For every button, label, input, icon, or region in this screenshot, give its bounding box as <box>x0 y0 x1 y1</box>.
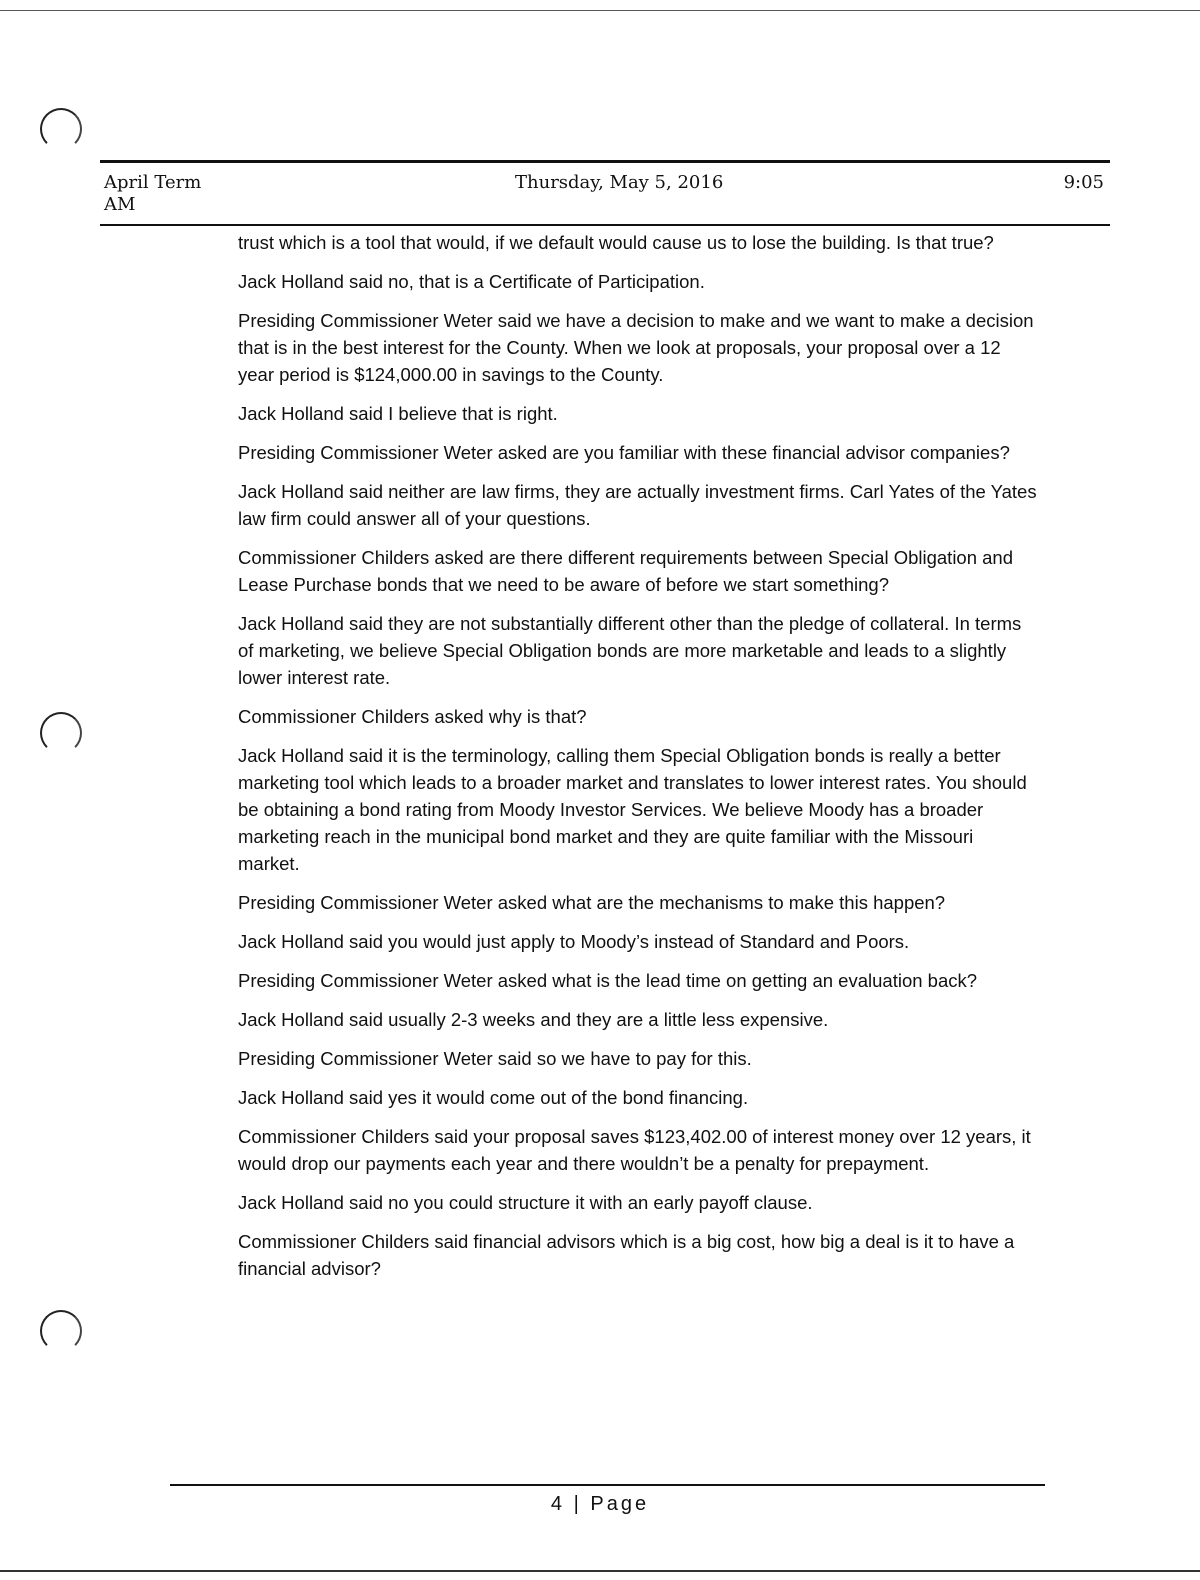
paragraph: Jack Holland said neither are law firms, they are actually investment firms. Carl Yates of the Yates law firm could answer all of your questions. <box>238 481 1037 529</box>
paragraph: Jack Holland said you would just apply to Moody’s instead of Standard and Poors. <box>238 931 910 952</box>
paragraph: Commissioner Childers said financial advisors which is a big cost, how big a deal is it to have a financial advisor? <box>238 1231 1015 1279</box>
paragraph: Presiding Commissioner Weter asked are you familiar with these financial advisor companies? <box>238 442 1010 463</box>
paragraph: Jack Holland said I believe that is right. <box>238 403 558 424</box>
footer-rule <box>170 1484 1045 1486</box>
paragraph: Jack Holland said no you could structure it with an early payoff clause. <box>238 1192 813 1213</box>
paragraph: Jack Holland said they are not substantially different other than the pledge of collateral. In terms of marketing, we believe Special Obligation bonds are more marketable and leads to a slightly lower interest rate. <box>238 613 1022 688</box>
scan-top-edge <box>0 10 1200 11</box>
header-term: April Term <box>104 172 202 193</box>
paragraph: Commissioner Childers said your proposal saves $123,402.00 of interest money over 12 years, it would drop our payments each year and there wouldn’t be a penalty for prepayment. <box>238 1126 1031 1174</box>
header-date: Thursday, May 5, 2016 <box>515 172 724 193</box>
paragraph: Jack Holland said no, that is a Certificate of Participation. <box>238 271 705 292</box>
page-number: 4 | Page <box>550 1493 650 1515</box>
punch-hole-bottom <box>40 1310 82 1352</box>
header-bottom-rule <box>100 224 1110 226</box>
paragraph: Jack Holland said usually 2-3 weeks and they are a little less expensive. <box>238 1009 829 1030</box>
paragraph: Jack Holland said yes it would come out of the bond financing. <box>238 1087 749 1108</box>
paragraph: Commissioner Childers asked why is that? <box>238 706 587 727</box>
paragraph: trust which is a tool that would, if we default would cause us to lose the building. Is that true? <box>238 232 994 253</box>
scan-bottom-edge <box>0 1570 1200 1572</box>
paragraph: Presiding Commissioner Weter said so we have to pay for this. <box>238 1048 752 1069</box>
paragraph: Presiding Commissioner Weter asked what are the mechanisms to make this happen? <box>238 892 946 913</box>
header-term-block <box>104 172 201 216</box>
punch-hole-middle <box>40 712 82 754</box>
header-top-rule <box>100 160 1110 163</box>
punch-hole-top <box>40 108 82 150</box>
paragraph: Commissioner Childers asked are there different requirements between Special Obligation and Lease Purchase bonds that we need to be aware of before we start something? <box>238 547 1014 595</box>
paragraph: Presiding Commissioner Weter asked what is the lead time on getting an evaluation back? <box>238 970 978 991</box>
minutes-body <box>238 229 1038 1294</box>
header-ampm: AM <box>104 194 136 215</box>
paragraph: Presiding Commissioner Weter said we have a decision to make and we want to make a decision that is in the best interest for the County. When we look at proposals, your proposal over a 12 year period is $124,000.00 in savings to the County. <box>238 310 1034 385</box>
header-time: 9:05 <box>1063 172 1104 193</box>
paragraph: Jack Holland said it is the terminology, calling them Special Obligation bonds is really a better marketing tool which leads to a broader market and translates to lower interest rates. You should be obtaining a bond rating from Moody Investor Services. We believe Moody has a broader marketing reach in the municipal bond market and they are quite familiar with the Missouri market. <box>238 745 1027 874</box>
